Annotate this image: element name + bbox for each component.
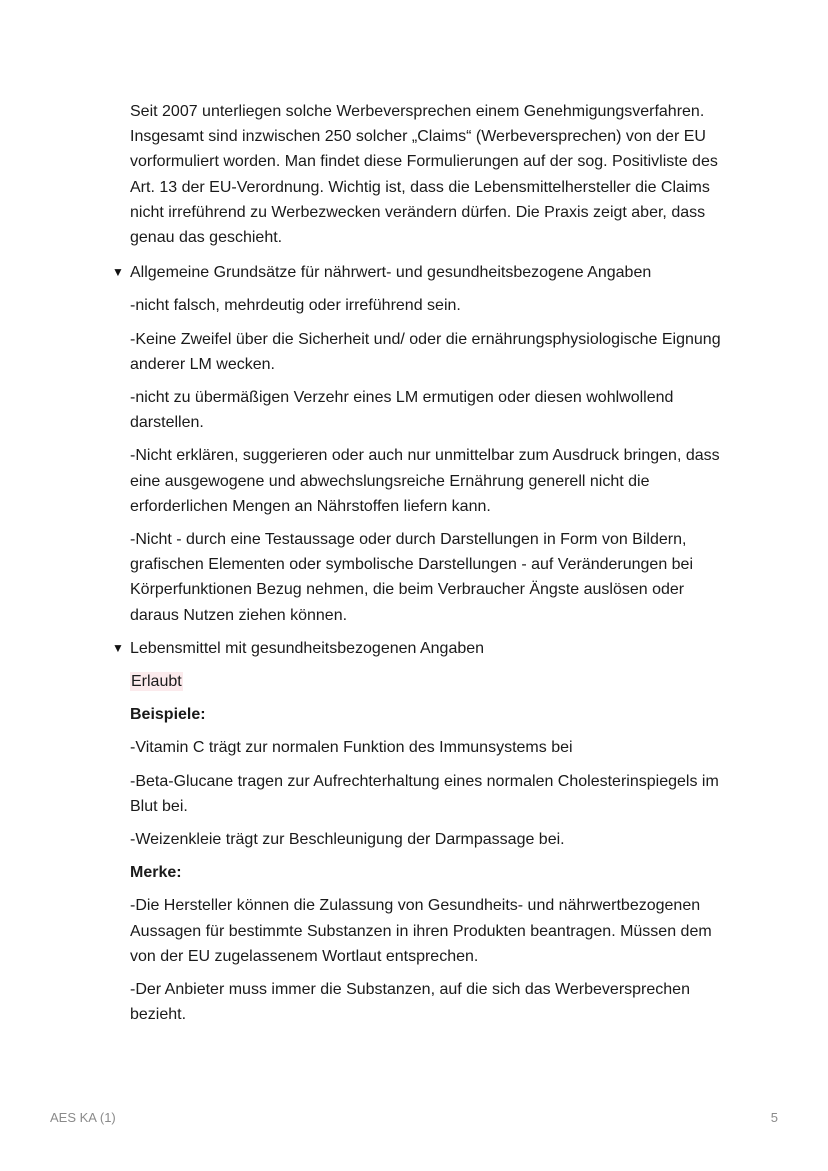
note-heading: Merke: (130, 864, 182, 882)
list-item: -Keine Zweifel über die Sicherheit und/ oder die ernährungsphysiologische Eignung anderer LM wecken. (130, 330, 721, 373)
list-item: -Beta-Glucane tragen zur Aufrechterhaltung eines normalen Cholesterinspiegels im Blut bei. (130, 772, 719, 815)
toggle-title: Lebensmittel mit gesundheitsbezogenen Angaben (130, 639, 485, 657)
list-item: -Nicht - durch eine Testaussage oder durch Darstellungen in Form von Bildern, grafischen Elementen oder symbolische Darstellungen - auf Veränderungen bei Körperfunktionen Bezug nehmen, die beim Verbraucher Ängste auslösen oder daraus Nutzen ziehen können. (130, 531, 694, 624)
intro-paragraph: Seit 2007 unterliegen solche Werbeversprechen einem Genehmigungsverfahren. Insgesamt sind inzwischen 250 solcher „Claims“ (Werbeversprechen) von der EU vorformuliert worden. Man findet diese Formulierungen auf der sog. Positivliste des Art. 13 der EU-Verordnung. Wichtig ist, dass die Lebensmittelhersteller die Claims nicht irreführend zu Werbezwecken verändern dürfen. Die Praxis zeigt aber, dass genau das geschieht. (130, 103, 718, 247)
list-item: -Der Anbieter muss immer die Substanzen, auf die sich das Werbeversprechen bezieht. (130, 981, 690, 1024)
triangle-down-icon[interactable]: ▼ (112, 640, 124, 655)
footer-document-title: AES KA (1) (50, 1110, 116, 1125)
document-body (112, 99, 730, 1036)
toggle-general-principles[interactable] (112, 260, 730, 285)
toggle-title: Allgemeine Grundsätze für nährwert- und gesundheitsbezogene Angaben (130, 264, 652, 282)
toggle-health-claims[interactable] (112, 636, 730, 661)
list-item: -nicht zu übermäßigen Verzehr eines LM ermutigen oder diesen wohlwollend darstellen. (130, 389, 674, 432)
list-item: -Vitamin C trägt zur normalen Funktion des Immunsystems bei (130, 739, 573, 757)
highlighted-text: Erlaubt (131, 673, 182, 691)
highlight-line (130, 669, 730, 694)
list-item: -nicht falsch, mehrdeutig oder irreführend sein. (130, 297, 461, 315)
triangle-down-icon[interactable]: ▼ (112, 265, 124, 280)
examples-heading: Beispiele: (130, 706, 206, 724)
list-item: -Weizenkleie trägt zur Beschleunigung der Darmpassage bei. (130, 831, 565, 849)
page-number: 5 (770, 1110, 778, 1125)
list-item: -Die Hersteller können die Zulassung von Gesundheits- und nährwertbezogenen Aussagen für bestimmte Substanzen in ihren Produkten beantragen. Müssen dem von der EU zugelassenem Wortlaut entsprechen. (130, 897, 712, 965)
list-item: -Nicht erklären, suggerieren oder auch nur unmittelbar zum Ausdruck bringen, dass eine ausgewogene und abwechslungsreiche Ernährung generell nicht die erforderlichen Mengen an Nährstoffen liefern kann. (130, 447, 720, 515)
